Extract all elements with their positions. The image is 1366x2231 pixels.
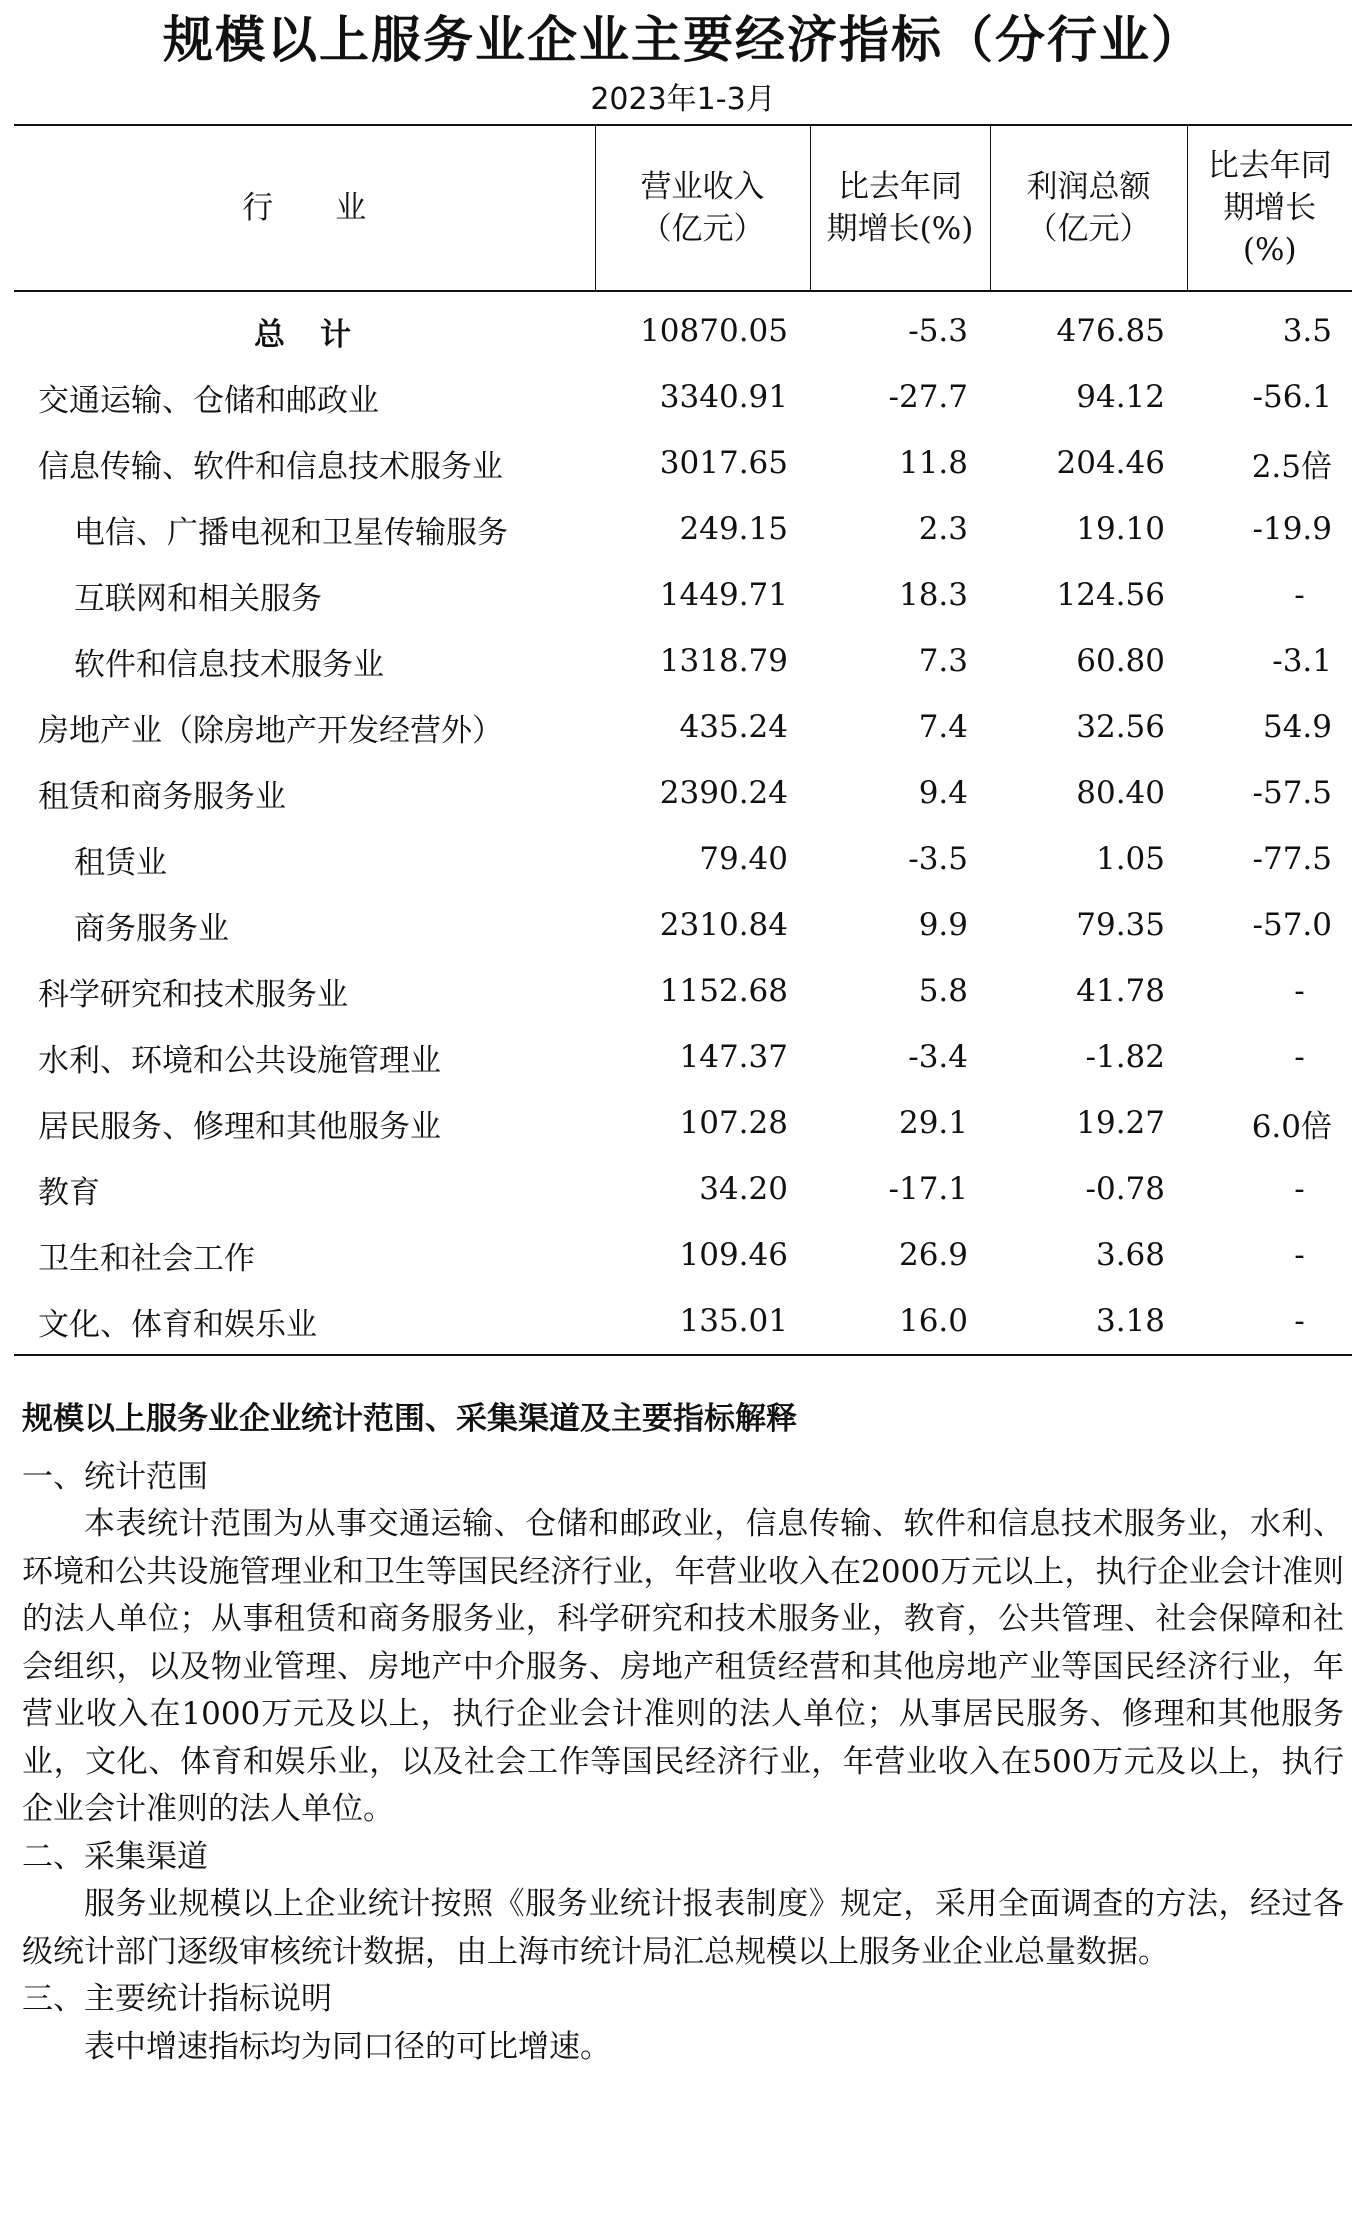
section-body-channel: 服务业规模以上企业统计按照《服务业统计报表制度》规定，采用全面调查的方法，经过各级统计部门逐级审核统计数据，由上海市统计局汇总规模以上服务业企业总量数据。 (22, 1886, 1344, 1970)
profit-growth-cell: - (1294, 1039, 1305, 1075)
header-line: (%) (1242, 232, 1297, 268)
header-profit-growth (1187, 125, 1352, 291)
profit-growth-cell: - (1294, 973, 1305, 1009)
industry-cell: 信息传输、软件和信息技术服务业 (38, 448, 503, 485)
profit-cell: -1.82 (1085, 1039, 1165, 1075)
indicators-table (14, 124, 1352, 1356)
table-row (14, 364, 1352, 430)
industry-cell: 文化、体育和娱乐业 (14, 1288, 595, 1355)
industry-cell: 总 计 (254, 316, 353, 353)
period-subtitle: 2023年1-3月 (590, 82, 776, 117)
profit-cell: 60.80 (1076, 643, 1165, 679)
revenue-growth-cell: -17.1 (888, 1171, 968, 1207)
revenue-growth-cell: 9.4 (918, 775, 968, 811)
profit-growth-cell: - (1294, 1237, 1305, 1273)
revenue-cell: 3017.65 (659, 445, 788, 481)
revenue-growth-cell: 7.3 (918, 643, 968, 679)
header-line: （亿元） (1026, 211, 1151, 247)
industry-cell: 水利、环境和公共设施管理业 (38, 1042, 441, 1079)
profit-cell: 3.68 (1095, 1237, 1165, 1273)
industry-cell: 租赁业 (74, 844, 167, 881)
revenue-cell: 10870.05 (640, 313, 788, 349)
revenue-growth-cell: 29.1 (898, 1105, 968, 1141)
header-line: 比去年同 (1207, 148, 1332, 184)
revenue-growth-cell: -3.5 (908, 841, 968, 877)
revenue-cell: 1318.79 (659, 643, 788, 679)
revenue-growth-cell: 26.9 (898, 1237, 968, 1273)
table-row (14, 1090, 1352, 1156)
table-row (14, 1156, 1352, 1222)
revenue-cell: 1152.68 (659, 973, 788, 1009)
revenue-cell: 109.46 (679, 1237, 788, 1273)
table-row (14, 562, 1352, 628)
industry-cell: 居民服务、修理和其他服务业 (38, 1108, 441, 1145)
table-row (14, 958, 1352, 1024)
revenue-growth-cell: -3.4 (908, 1039, 968, 1075)
revenue-cell: 135.01 (595, 1288, 810, 1355)
table-row (14, 291, 1352, 364)
header-line: 比去年同 (838, 169, 962, 205)
revenue-cell: 3340.91 (659, 379, 788, 415)
revenue-cell: 2310.84 (659, 907, 788, 943)
table-row (14, 430, 1352, 496)
industry-cell: 教育 (38, 1174, 100, 1211)
profit-growth-cell: - (1187, 1288, 1352, 1355)
revenue-growth-cell: 2.3 (918, 511, 968, 547)
industry-cell: 交通运输、仓储和邮政业 (38, 382, 379, 419)
profit-cell: -0.78 (1085, 1171, 1165, 1207)
profit-growth-cell: -57.5 (1252, 775, 1332, 811)
profit-growth-cell: -77.5 (1252, 841, 1332, 877)
profit-growth-cell: 6.0倍 (1251, 1108, 1332, 1145)
header-revenue (595, 125, 810, 291)
notes-section (22, 1396, 1344, 2071)
profit-growth-cell: 2.5倍 (1251, 448, 1332, 485)
revenue-growth-cell: 16.0 (810, 1288, 990, 1355)
revenue-cell: 79.40 (699, 841, 788, 877)
table-row (14, 628, 1352, 694)
table-row (14, 1222, 1352, 1288)
profit-cell: 3.18 (990, 1288, 1187, 1355)
profit-growth-cell: -56.1 (1252, 379, 1332, 415)
revenue-growth-cell: 18.3 (898, 577, 968, 613)
profit-growth-cell: 3.5 (1282, 313, 1332, 349)
header-line: 利润总额 (1026, 169, 1151, 205)
profit-cell: 476.85 (1056, 313, 1165, 349)
revenue-cell: 147.37 (679, 1039, 788, 1075)
table-row (14, 826, 1352, 892)
header-line: 期增长(%) (826, 211, 974, 247)
industry-cell: 软件和信息技术服务业 (74, 646, 384, 683)
revenue-growth-cell: 11.8 (898, 445, 968, 481)
industry-cell: 卫生和社会工作 (38, 1240, 255, 1277)
profit-cell: 80.40 (1076, 775, 1165, 811)
revenue-cell: 435.24 (679, 709, 788, 745)
profit-cell: 204.46 (1056, 445, 1165, 481)
section-heading-indicators: 三、主要统计指标说明 (22, 1981, 332, 2017)
section-heading-scope: 一、统计范围 (22, 1458, 208, 1495)
section-body-indicators: 表中增速指标均为同口径的可比增速。 (84, 2028, 611, 2065)
revenue-growth-cell: 5.8 (918, 973, 968, 1009)
revenue-cell: 1449.71 (659, 577, 788, 613)
profit-cell: 124.56 (1056, 577, 1165, 613)
table-row (14, 1024, 1352, 1090)
profit-growth-cell: -19.9 (1252, 511, 1332, 547)
header-line: （亿元） (640, 211, 765, 247)
profit-growth-cell: 54.9 (1262, 709, 1332, 745)
profit-cell: 1.05 (1095, 841, 1165, 877)
table-row (14, 892, 1352, 958)
industry-cell: 科学研究和技术服务业 (38, 976, 348, 1013)
industry-cell: 互联网和相关服务 (74, 580, 322, 617)
section-heading-channel: 二、采集渠道 (22, 1838, 208, 1875)
notes-title: 规模以上服务业企业统计范围、采集渠道及主要指标解释 (22, 1401, 797, 1437)
header-line: 期增长 (1223, 190, 1317, 226)
table-header (14, 125, 1352, 291)
profit-cell: 19.27 (1076, 1105, 1165, 1141)
profit-growth-cell: - (1294, 1171, 1305, 1207)
revenue-cell: 34.20 (699, 1171, 788, 1207)
industry-cell: 租赁和商务服务业 (38, 778, 286, 815)
profit-growth-cell: -3.1 (1272, 643, 1332, 679)
table-row (14, 496, 1352, 562)
revenue-cell: 107.28 (679, 1105, 788, 1141)
revenue-growth-cell: 7.4 (918, 709, 968, 745)
header-line: 营业收入 (640, 169, 765, 205)
industry-cell: 商务服务业 (74, 910, 229, 947)
profit-growth-cell: -57.0 (1252, 907, 1332, 943)
header-industry (14, 125, 595, 291)
table-row (14, 1288, 1352, 1355)
revenue-cell: 249.15 (679, 511, 788, 547)
table-row (14, 694, 1352, 760)
section-body-scope: 本表统计范围为从事交通运输、仓储和邮政业，信息传输、软件和信息技术服务业，水利、环境和公共设施管理业和卫生等国民经济行业，年营业收入在2000万元以上，执行企业会计准则的法人单位；从事租赁和商务服务业，科学研究和技术服务业，教育，公共管理、社会保障和社会组织，以及物业管理、房地产中介服务、房地产租赁经营和其他房地产业等国民经济行业，年营业收入在1000万元及以上，执行企业会计准则的法人单位；从事居民服务、修理和其他服务业，文化、体育和娱乐业，以及社会工作等国民经济行业，年营业收入在500万元及以上，执行企业会计准则的法人单位。 (22, 1506, 1344, 1827)
industry-cell: 房地产业（除房地产开发经营外） (38, 712, 503, 749)
header-profit (990, 125, 1187, 291)
profit-cell: 32.56 (1076, 709, 1165, 745)
profit-cell: 19.10 (1076, 511, 1165, 547)
header-line: 行 业 (242, 190, 367, 226)
revenue-growth-cell: -27.7 (888, 379, 968, 415)
profit-cell: 79.35 (1076, 907, 1165, 943)
revenue-growth-cell: -5.3 (908, 313, 968, 349)
table-row (14, 760, 1352, 826)
profit-cell: 41.78 (1076, 973, 1165, 1009)
profit-cell: 94.12 (1076, 379, 1165, 415)
header-revenue-growth (810, 125, 990, 291)
profit-growth-cell: - (1294, 577, 1305, 613)
page-title: 规模以上服务业企业主要经济指标（分行业） (163, 11, 1203, 69)
revenue-cell: 2390.24 (659, 775, 788, 811)
revenue-growth-cell: 9.9 (918, 907, 968, 943)
industry-cell: 电信、广播电视和卫星传输服务 (74, 514, 508, 551)
table-body (14, 291, 1352, 1355)
